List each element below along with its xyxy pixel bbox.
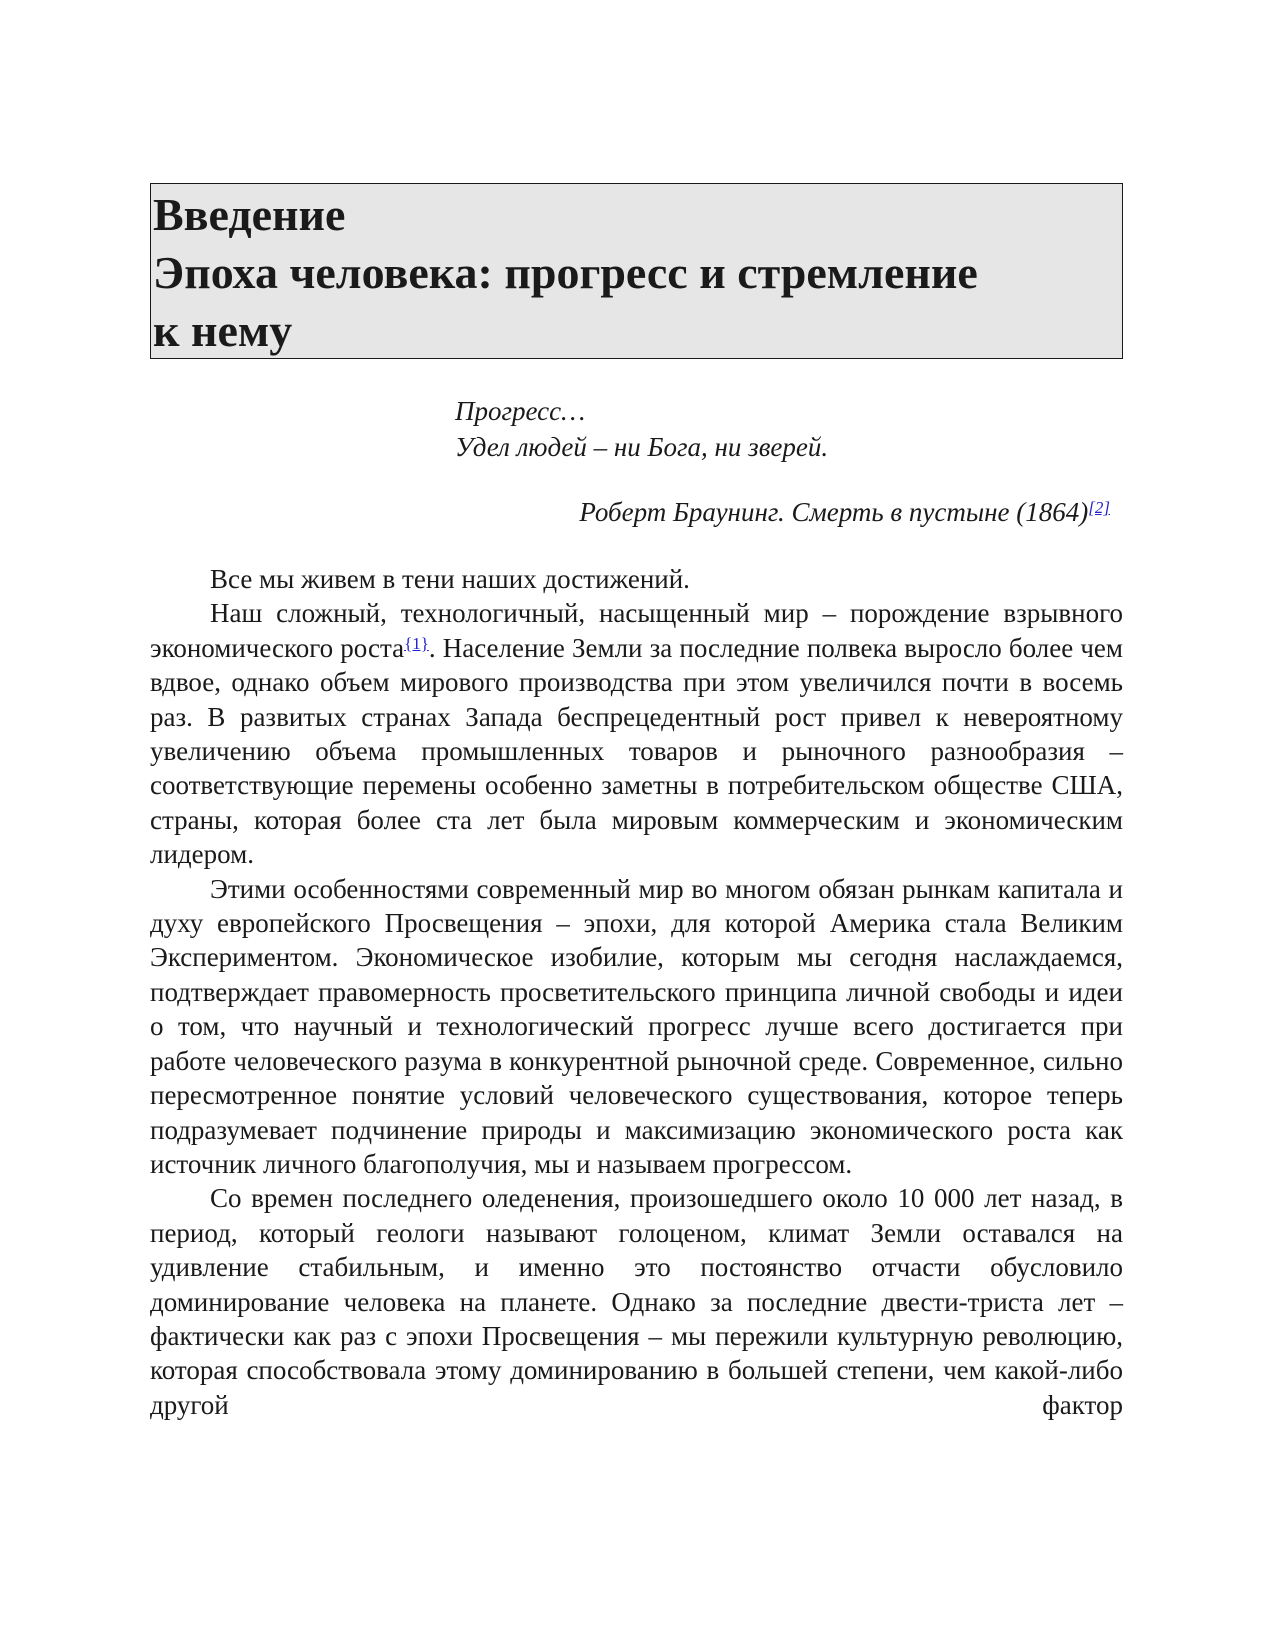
chapter-title-line-1: Эпоха человека: прогресс и стремление [153,247,978,298]
footnote-link-2[interactable]: [2] [1088,498,1110,517]
epigraph-attribution [579,494,1110,530]
attribution-text: Роберт Браунинг. Смерть в пустыне (1864) [579,497,1089,527]
footnote-link-1[interactable]: {1} [404,633,429,653]
chapter-title-line-2: к нему [153,305,293,356]
paragraph-2-rest: . Население Земли за последние полвека выросло более чем вдвое, однако объем мирового производства при этом увеличился почти в восемь раз. В развитых странах Запада беспрецедентный рост привел к невероятному увеличению объема промышленных товаров и рыночного разнообразия – соответствующие перемены особенно заметны в потребительском обществе США, страны, которая более ста лет была мировым коммерческим и экономическим лидером. [150,632,1123,870]
paragraph-3: Этими особенностями современный мир во многом обязан рынкам капитала и духу европейского Просвещения – эпохи, для которой Америка стала Великим Экспериментом. Экономическое изобилие, которым мы сегодня наслаждаемся, подтверждает правомерность просветительского принципа личной свободы и идеи о том, что научный и технологический прогресс лучше всего достигается при работе человеческого разума в конкурентной рыночной среде. Современное, сильно пересмотренное понятие условий человеческого существования, которое теперь подразумевает подчинение природы и максимизацию экономического роста как источник личного благополучия, мы и называем прогрессом. [150,873,1123,1179]
epigraph-line-2: Удел людей – ни Бога, ни зверей. [455,432,829,462]
paragraph-2 [150,596,1123,871]
paragraph-2-start: Наш сложный, технологичный, насыщенный мир – порождение взрывного экономического роста [150,598,1123,663]
epigraph-line-1: Прогресс… [455,396,586,426]
body-text [150,562,1123,1422]
chapter-heading-box [150,183,1123,359]
paragraph-1: Все мы живем в тени наших достижений. [210,564,690,594]
paragraph-4: Со времен последнего оледенения, произошедшего около 10 000 лет назад, в период, который геологи называют голоценом, климат Земли оставался на удивление стабильным, и именно это постоянство отчасти обусловило доминирование человека на планете. Однако за последние двести-триста лет – фактически как раз с эпохи Просвещения – мы пережили культурную революцию, которая способствовала этому доминированию в большей степени, чем какой-либо другой фактор [150,1183,1123,1420]
epigraph [455,393,828,465]
chapter-label: Введение [153,189,346,240]
